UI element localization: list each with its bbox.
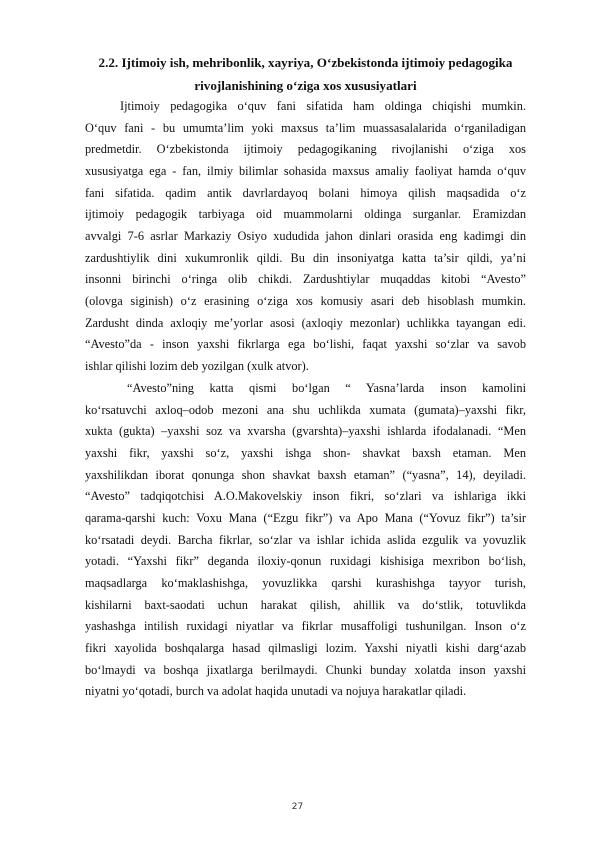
text-line: (olovga siginish) o‘z erasining o‘ziga xos komusiy asari deb hisoblash mumkin. <box>85 293 526 308</box>
text-line: ko‘rsatadi deydi. Barcha fikrlar, so‘zlar va ishlar ichida aslida ezgulik va yovuzlik <box>85 532 526 547</box>
section-heading <box>85 52 526 97</box>
paragraph-2 <box>85 378 526 703</box>
text-line: yaxshilikdan iborat qonunga shon shavkat baxsh etaman” (“yasna”, 14), deyiladi. <box>85 467 526 482</box>
text-line: ijtimoiy pedagogik tarbiyaga oid muammolarni oldinga surganlar. Eramizdan <box>85 207 526 222</box>
text-line: niyatni yo‘qotadi, burch va adolat haqida unutadi va nojuya harakatlar qiladi. <box>85 684 467 699</box>
text-line: predmetdir. O‘zbekistonda ijtimoiy pedagogikaning rivojlanishi o‘ziga xos <box>85 142 526 157</box>
text-line: xususiyatga ega - fan, ilmiy bilimlar sohasida maxsus amaliy faoliyat hamda o‘quv <box>85 163 526 178</box>
page-number: 27 <box>291 802 304 812</box>
text-line: Zardusht dinda axloqiy me’yorlar asosi (axloqiy mezonlar) uchlikka tayangan edi. <box>85 315 526 330</box>
text-line: xukta (gukta) –yaxshi soz va xvarsha (gvarshta)–yaxshi ishlarda ifodalanadi. “Men <box>85 424 526 439</box>
text-line: avvalgi 7-6 asrlar Markaziy Osiyo xududida jahon dinlari orasida eng kadimgi din <box>85 228 526 243</box>
text-line: ishlar qilishi lozim deb yozilgan (xulk atvor). <box>85 358 309 373</box>
text-line: “Avesto”da - inson yaxshi fikrlarga ega bo‘lishi, faqat yaxshi so‘zlar va savob <box>85 337 526 352</box>
text-line: fani sifatida. qadim antik davrlardayoq bolani himoya qilish maqsadida o‘z <box>85 185 526 200</box>
section-heading-line-1: 2.2. Ijtimoiy ish, mehribonlik, xayriya, O‘zbekistonda ijtimoiy pedagogika <box>98 55 513 70</box>
section-heading-line-2: rivojlanishining o‘ziga xos xususiyatlari <box>194 77 417 93</box>
text-line: O‘quv fani - bu umumta’lim yoki maxsus ta’lim muassasalalarida o‘rganiladigan <box>85 120 526 135</box>
text-line: qarama-qarshi kuch: Voxu Mana (“Ezgu fikr”) va Apo Mana (“Yovuz fikr”) ta’sir <box>85 510 526 525</box>
text-line: “Avesto” tadqiqotchisi A.O.Makovelskiy inson fikri, so‘zlari va ishlariga ikki <box>85 489 526 504</box>
paragraph-1 <box>85 96 526 378</box>
text-line: maqsadlarga ko‘maklashishga, yovuzlikka qarshi kurashishga tayyor turish, <box>85 575 526 590</box>
text-line: bo‘lmaydi va boshqa jixatlarga berilmaydi. Chunki bunday xolatda inson yaxshi <box>85 662 526 677</box>
text-line: ko‘rsatuvchi axloq–odob mezoni ana shu uchlikda xumata (gumata)–yaxshi fikr, <box>85 402 526 417</box>
text-line: insonni birinchi o‘ringa olib chikdi. Zardushtiylar muqaddas kitobi “Avesto” <box>85 272 526 287</box>
text-line: kishilarni baxt-saodati uchun harakat qilish, ahillik va do‘stlik, totuvlikda <box>85 597 526 612</box>
text-line: zardushtiylik dini xukumronlik qildi. Bu din insoniyatga katta ta’sir qildi, ya’ni <box>85 250 526 265</box>
text-line: Ijtimoiy pedagogika o‘quv fani sifatida ham oldinga chiqishi mumkin. <box>120 99 526 113</box>
text-line: yashashga intilish ruxidagi niyatlar va fikrlar musaffoligi tushunilgan. Inson o‘z <box>85 619 526 634</box>
text-line: yotadi. “Yaxshi fikr” deganda iloxiy-qonun ruxidagi kishisiga mexribon bo‘lish, <box>85 554 526 569</box>
text-line: “Avesto”ning katta qismi bo‘lgan “ Yasna’larda inson kamolini <box>127 381 526 395</box>
text-line: fikri xayolida boshqalarga hasad qilmasligi lozim. Yaxshi niyatli kishi darg‘azab <box>85 640 526 655</box>
text-line: yaxshi fikr, yaxshi so‘z, yaxshi ishga shon- shavkat baxsh etaman. Men <box>85 445 526 460</box>
